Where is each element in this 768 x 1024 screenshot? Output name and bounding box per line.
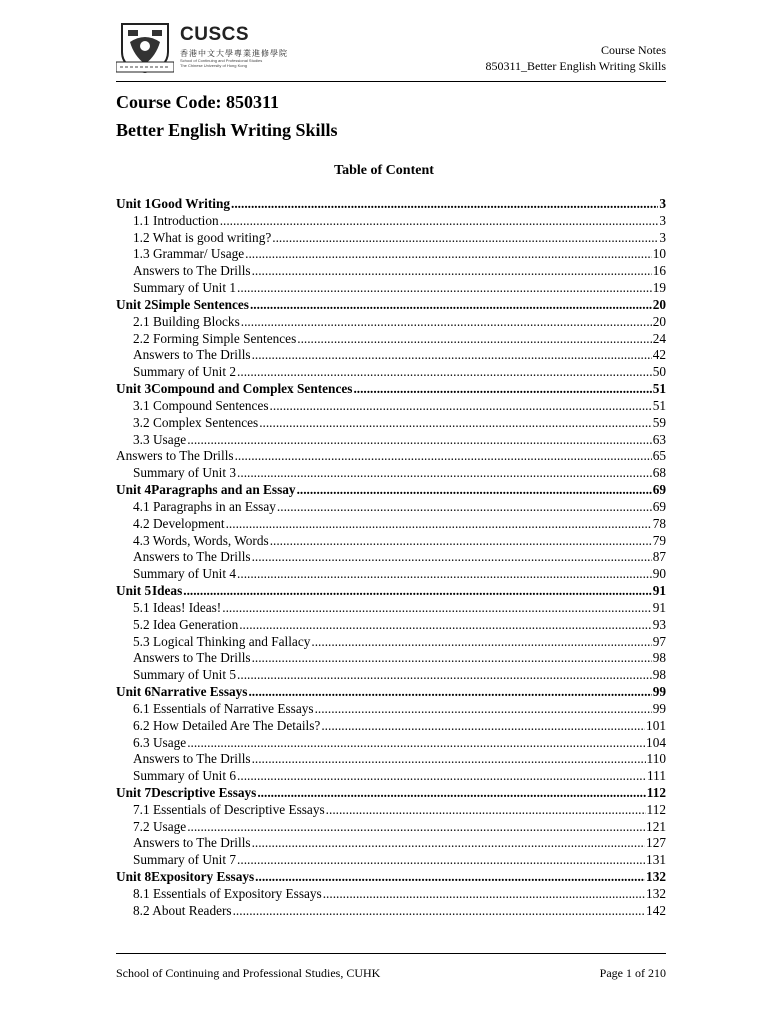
toc-entry[interactable] — [116, 566, 666, 583]
toc-dot-leader — [259, 415, 652, 432]
toc-entry-label: 4.2 Development — [133, 515, 225, 531]
cuscs-logo — [116, 22, 416, 76]
toc-entry-label: Expository Essays — [151, 869, 255, 885]
toc-entry-label: Simple Sentences — [151, 296, 249, 312]
toc-dot-leader — [220, 213, 659, 230]
university-crest-icon — [116, 22, 174, 74]
toc-unit-entry[interactable] — [116, 785, 666, 802]
toc-entry[interactable] — [116, 280, 666, 297]
toc-page-number: 112 — [646, 784, 666, 800]
toc-dot-leader — [183, 583, 651, 600]
toc-entry-label: Summary of Unit 7 — [133, 852, 237, 868]
toc-entry-label: 8.2 About Readers — [133, 902, 232, 918]
toc-page-number: 97 — [652, 633, 666, 649]
toc-entry[interactable] — [116, 903, 666, 920]
toc-entry-label: Summary of Unit 2 — [133, 364, 237, 380]
toc-dot-leader — [272, 230, 658, 247]
logo-chinese-name: 香港中文大學專業進修學院 — [180, 49, 288, 58]
toc-entry-label: 4.3 Words, Words, Words — [133, 532, 269, 548]
toc-dot-leader — [297, 331, 651, 348]
toc-page-number: 3 — [659, 229, 666, 245]
toc-entry-label: Answers to The Drills — [133, 263, 251, 279]
toc-dot-leader — [222, 600, 651, 617]
toc-page-number: 93 — [652, 616, 666, 632]
toc-entry[interactable] — [116, 415, 666, 432]
toc-unit-number: Unit 5 — [116, 583, 152, 599]
toc-unit-number: Unit 1 — [116, 196, 152, 211]
toc-page-number: 3 — [659, 212, 666, 228]
toc-dot-leader — [237, 465, 652, 482]
table-of-contents — [116, 196, 666, 920]
toc-page-number: 132 — [646, 869, 666, 885]
toc-entry-label: Answers to The Drills — [133, 835, 251, 851]
toc-heading: Table of Content — [334, 163, 434, 178]
footer-page-number: Page 1 of 210 — [599, 966, 666, 980]
toc-entry[interactable] — [116, 718, 666, 735]
toc-page-number: 59 — [652, 414, 666, 430]
toc-page-number: 111 — [647, 768, 666, 784]
toc-page-number: 3 — [659, 196, 666, 211]
toc-entry[interactable] — [116, 533, 666, 550]
toc-entry-label: 2.2 Forming Simple Sentences — [133, 330, 297, 346]
toc-dot-leader — [237, 280, 652, 297]
toc-entry[interactable] — [116, 347, 666, 364]
toc-dot-leader — [323, 886, 645, 903]
toc-entry[interactable] — [116, 768, 666, 785]
toc-page-number: 20 — [652, 296, 666, 312]
toc-page-number: 112 — [646, 801, 666, 817]
footer-institution: School of Continuing and Professional Studies, CUHK — [116, 966, 381, 980]
toc-entry-label: Summary of Unit 3 — [133, 465, 237, 481]
toc-entry[interactable] — [116, 701, 666, 718]
toc-dot-leader — [252, 835, 645, 852]
toc-page-number: 90 — [652, 566, 666, 582]
toc-dot-leader — [270, 533, 652, 550]
toc-dot-leader — [297, 482, 652, 499]
toc-entry[interactable] — [116, 331, 666, 348]
toc-entry-label: Summary of Unit 6 — [133, 768, 237, 784]
toc-entry-label: Compound and Complex Sentences — [151, 381, 353, 397]
toc-dot-leader — [248, 684, 651, 701]
header-doc-ref: 850311_Better English Writing Skills — [485, 59, 666, 73]
toc-unit-number: Unit 3 — [116, 381, 152, 397]
toc-page-number: 142 — [646, 902, 666, 918]
toc-entry[interactable] — [116, 213, 666, 230]
toc-entry[interactable] — [116, 398, 666, 415]
toc-page-number: 51 — [652, 397, 666, 413]
toc-page-number: 99 — [652, 700, 666, 716]
toc-dot-leader — [311, 634, 651, 651]
toc-entry-label: Paragraphs and an Essay — [151, 482, 296, 498]
toc-dot-leader — [187, 819, 645, 836]
toc-entry-label: 7.2 Usage — [133, 818, 187, 834]
toc-entry[interactable] — [116, 499, 666, 516]
toc-unit-number: Unit 8 — [116, 869, 152, 885]
toc-dot-leader — [353, 381, 651, 398]
toc-entry[interactable] — [116, 600, 666, 617]
toc-entry[interactable] — [116, 819, 666, 836]
toc-entry-label: Descriptive Essays — [151, 784, 257, 800]
toc-entry[interactable] — [116, 314, 666, 331]
toc-page-number: 42 — [652, 347, 666, 363]
toc-dot-leader — [277, 499, 652, 516]
toc-dot-leader — [270, 398, 652, 415]
toc-entry[interactable] — [116, 448, 666, 465]
toc-page-number: 132 — [646, 885, 666, 901]
toc-page-number: 51 — [652, 381, 666, 397]
toc-unit-entry[interactable] — [116, 196, 666, 213]
toc-page-number: 127 — [646, 835, 666, 851]
toc-entry[interactable] — [116, 835, 666, 852]
toc-entry-label: 5.3 Logical Thinking and Fallacy — [133, 633, 311, 649]
course-title-heading: Better English Writing Skills — [116, 120, 338, 140]
toc-entry-label: Answers to The Drills — [133, 751, 251, 767]
toc-dot-leader — [237, 852, 645, 869]
toc-entry[interactable] — [116, 667, 666, 684]
toc-page-number: 91 — [652, 583, 666, 599]
toc-entry[interactable] — [116, 751, 666, 768]
toc-entry[interactable] — [116, 886, 666, 903]
toc-page-number: 50 — [652, 364, 666, 380]
toc-entry-label: Summary of Unit 5 — [133, 667, 237, 683]
toc-unit-number: Unit 7 — [116, 784, 152, 800]
toc-page-number: 24 — [652, 330, 666, 346]
toc-entry-label: 7.1 Essentials of Descriptive Essays — [133, 801, 325, 817]
toc-page-number: 10 — [652, 246, 666, 262]
toc-entry[interactable] — [116, 549, 666, 566]
header-doc-info — [485, 42, 666, 74]
toc-page-number: 69 — [652, 482, 666, 498]
toc-entry[interactable] — [116, 617, 666, 634]
toc-entry-label: 2.1 Building Blocks — [133, 313, 240, 329]
toc-entry-label: Answers to The Drills — [133, 347, 251, 363]
toc-unit-number: Unit 2 — [116, 296, 152, 312]
toc-page-number: 63 — [652, 431, 666, 447]
toc-dot-leader — [252, 347, 652, 364]
toc-page-number: 65 — [652, 448, 666, 464]
toc-page-number: 98 — [652, 667, 666, 683]
toc-dot-leader — [231, 196, 658, 213]
toc-entry-label: Good Writing — [151, 196, 231, 211]
toc-dot-leader — [321, 718, 645, 735]
toc-unit-number: Unit 4 — [116, 482, 152, 498]
toc-entry[interactable] — [116, 246, 666, 263]
toc-dot-leader — [235, 448, 652, 465]
toc-unit-entry[interactable] — [116, 381, 666, 398]
toc-dot-leader — [245, 246, 652, 263]
page-header — [116, 18, 666, 80]
toc-entry-label: 3.3 Usage — [133, 431, 187, 447]
toc-entry[interactable] — [116, 516, 666, 533]
toc-unit-entry[interactable] — [116, 297, 666, 314]
toc-page-number: 68 — [652, 465, 666, 481]
toc-entry-label: 1.3 Grammar/ Usage — [133, 246, 245, 262]
toc-page-number: 98 — [652, 650, 666, 666]
toc-entry[interactable] — [116, 735, 666, 752]
toc-dot-leader — [237, 566, 652, 583]
toc-entry-label: 5.2 Idea Generation — [133, 616, 239, 632]
toc-dot-leader — [237, 364, 652, 381]
toc-page-number: 104 — [646, 734, 666, 750]
toc-unit-number: Unit 6 — [116, 684, 152, 700]
toc-entry[interactable] — [116, 650, 666, 667]
toc-dot-leader — [255, 869, 645, 886]
toc-entry-label: Summary of Unit 4 — [133, 566, 237, 582]
toc-page-number: 87 — [652, 549, 666, 565]
toc-dot-leader — [257, 785, 645, 802]
toc-page-number: 121 — [646, 818, 666, 834]
toc-entry-label: 1.1 Introduction — [133, 212, 219, 228]
toc-entry-label: Summary of Unit 1 — [133, 280, 237, 296]
toc-entry-label: 8.1 Essentials of Expository Essays — [133, 885, 322, 901]
toc-dot-leader — [187, 432, 652, 449]
toc-entry[interactable] — [116, 634, 666, 651]
logo-english-name — [180, 58, 262, 68]
toc-entry[interactable] — [116, 465, 666, 482]
course-code-heading: Course Code: 850311 — [116, 92, 279, 112]
toc-dot-leader — [237, 768, 646, 785]
toc-page-number: 110 — [646, 751, 666, 767]
toc-entry-label: Narrative Essays — [151, 684, 248, 700]
toc-unit-entry[interactable] — [116, 684, 666, 701]
logo-wordmark: CUSCS — [180, 24, 250, 45]
toc-dot-leader — [326, 802, 646, 819]
toc-page-number: 79 — [652, 532, 666, 548]
toc-entry-label: 3.2 Complex Sentences — [133, 414, 259, 430]
toc-entry-label: Ideas — [151, 583, 183, 599]
toc-entry-label: 6.3 Usage — [133, 734, 187, 750]
toc-unit-entry[interactable] — [116, 583, 666, 600]
toc-dot-leader — [226, 516, 652, 533]
logo-english-line-2: The Chinese University of Hong Kong — [180, 63, 247, 68]
toc-dot-leader — [239, 617, 651, 634]
toc-dot-leader — [252, 650, 652, 667]
toc-entry[interactable] — [116, 852, 666, 869]
toc-entry[interactable] — [116, 432, 666, 449]
toc-entry-label: 4.1 Paragraphs in an Essay — [133, 498, 276, 514]
header-doc-type: Course Notes — [601, 43, 666, 57]
toc-dot-leader — [187, 735, 645, 752]
toc-unit-entry[interactable] — [116, 482, 666, 499]
toc-page-number: 99 — [652, 684, 666, 700]
toc-page-number: 19 — [652, 280, 666, 296]
toc-page-number: 20 — [652, 313, 666, 329]
toc-entry[interactable] — [116, 263, 666, 280]
toc-dot-leader — [315, 701, 652, 718]
toc-dot-leader — [241, 314, 652, 331]
toc-entry[interactable] — [116, 802, 666, 819]
toc-page-number: 101 — [646, 717, 666, 733]
toc-entry-label: Answers to The Drills — [133, 650, 251, 666]
toc-dot-leader — [252, 751, 646, 768]
toc-dot-leader — [237, 667, 652, 684]
footer-divider — [116, 953, 666, 954]
toc-dot-leader — [252, 263, 652, 280]
toc-unit-entry[interactable] — [116, 869, 666, 886]
header-divider — [116, 81, 666, 82]
toc-entry[interactable] — [116, 230, 666, 247]
toc-dot-leader — [233, 903, 645, 920]
toc-page-number: 69 — [652, 498, 666, 514]
toc-entry-label: 3.1 Compound Sentences — [133, 397, 269, 413]
toc-entry-label: Answers to The Drills — [116, 448, 234, 464]
toc-entry[interactable] — [116, 364, 666, 381]
toc-entry-label: 1.2 What is good writing? — [133, 229, 272, 245]
toc-entry-label: 6.1 Essentials of Narrative Essays — [133, 700, 314, 716]
logo-english-line-1: School of Continuing and Professional Studies — [180, 58, 263, 63]
toc-entry-label: Answers to The Drills — [133, 549, 251, 565]
toc-entry-label: 6.2 How Detailed Are The Details? — [133, 717, 321, 733]
toc-page-number: 91 — [652, 599, 666, 615]
toc-page-number: 78 — [652, 515, 666, 531]
toc-dot-leader — [252, 549, 652, 566]
toc-dot-leader — [250, 297, 652, 314]
toc-page-number: 131 — [646, 852, 666, 868]
toc-page-number: 16 — [652, 263, 666, 279]
toc-entry-label: 5.1 Ideas! Ideas! — [133, 599, 222, 615]
